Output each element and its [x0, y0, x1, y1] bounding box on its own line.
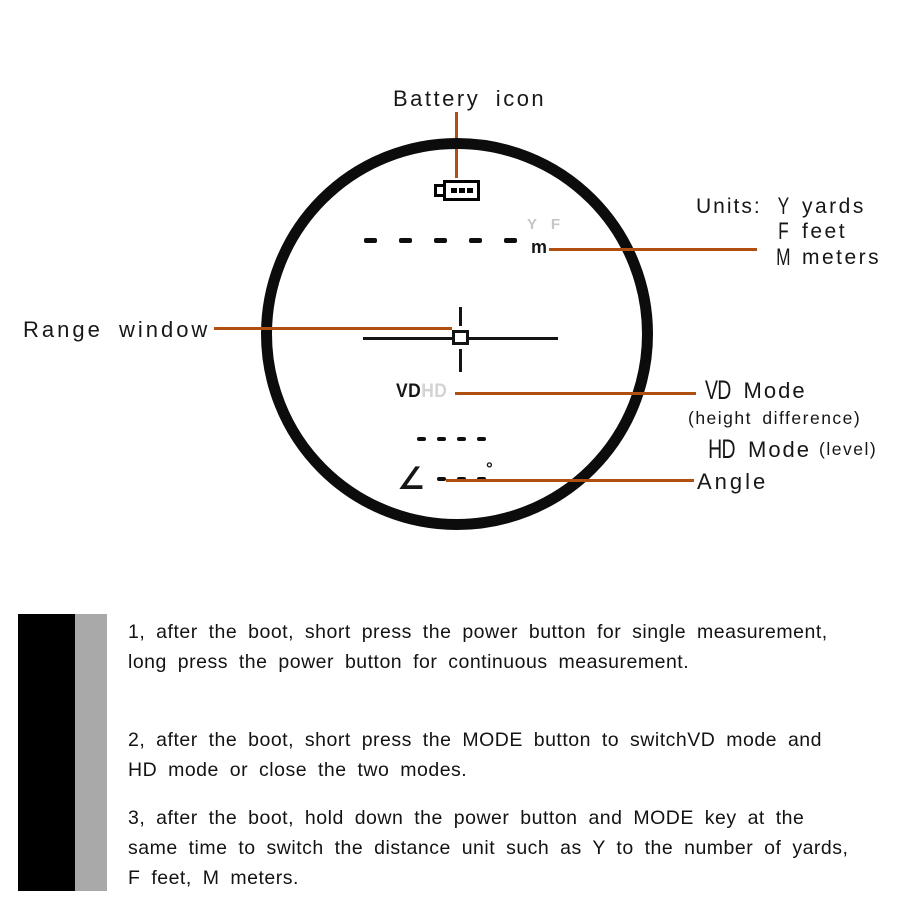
vd-indicator: VD — [396, 381, 422, 402]
range-window-label: Range window — [23, 317, 211, 342]
battery-cell — [459, 188, 465, 193]
vd-mode-label — [700, 375, 807, 406]
hd-mode-abbr: HD — [708, 434, 735, 464]
unit-name: feet — [802, 220, 848, 244]
instruction-2 — [128, 725, 900, 785]
unit-row — [768, 245, 881, 271]
mode-indicator — [396, 381, 447, 403]
unit-abbr: M — [776, 243, 790, 271]
dash — [437, 477, 446, 481]
dash — [457, 437, 466, 441]
instruction-3 — [128, 803, 900, 893]
dash — [477, 437, 486, 441]
unit-abbr: Y — [777, 192, 789, 220]
instruction-line: F feet, M meters. — [128, 867, 299, 889]
instruction-line: 1, after the boot, short press the power button for single measurement, — [128, 621, 828, 643]
instruction-line: long press the power button for continuous measurement. — [128, 651, 690, 673]
instruction-line: 3, after the boot, hold down the power button and MODE key at the — [128, 807, 805, 829]
unit-name: yards — [802, 194, 866, 218]
crosshair-tick-bottom — [459, 349, 462, 372]
dash — [469, 238, 482, 243]
dash — [364, 238, 377, 243]
vd-mode-note: (height difference) — [688, 408, 862, 428]
dash — [437, 437, 446, 441]
dash — [399, 238, 412, 243]
units-title: Units: — [696, 195, 762, 218]
battery-body — [443, 180, 480, 201]
unit-yf-display: Y F — [527, 216, 566, 233]
distance-digit-dashes — [364, 238, 517, 243]
unit-row — [768, 194, 881, 220]
battery-terminal — [434, 184, 443, 197]
units-legend — [768, 194, 881, 271]
black-bar — [18, 614, 75, 891]
vd-mode-abbr: VD — [704, 375, 731, 405]
angle-icon: ∠ — [397, 461, 425, 497]
battery-cell — [451, 188, 457, 193]
dash — [417, 437, 426, 441]
angle-label: Angle — [697, 469, 769, 494]
hd-indicator: HD — [421, 381, 448, 402]
hd-mode-label — [703, 434, 877, 465]
instruction-1 — [128, 617, 900, 677]
gray-bar — [75, 614, 107, 891]
unit-m-display: m — [531, 237, 548, 257]
unit-row — [768, 220, 881, 246]
range-window-callout-line — [214, 327, 452, 330]
hd-mode-word: Mode — [748, 436, 812, 462]
dash — [504, 238, 517, 243]
degree-icon: ° — [486, 459, 493, 478]
vd-value-dashes — [417, 437, 486, 441]
range-window-square — [452, 330, 469, 345]
units-callout-line — [549, 248, 757, 251]
unit-abbr: F — [778, 218, 788, 246]
vd-mode-callout-line — [455, 392, 696, 395]
dash — [434, 238, 447, 243]
battery-icon — [434, 180, 480, 201]
unit-name: meters — [802, 245, 882, 269]
hd-mode-note: (level) — [819, 439, 878, 459]
crosshair-tick-top — [459, 307, 462, 326]
instruction-line: same time to switch the distance unit such as Y to the number of yards, — [128, 837, 849, 859]
instruction-line: 2, after the boot, short press the MODE button to switchVD mode and — [128, 729, 822, 751]
instruction-line: HD mode or close the two modes. — [128, 759, 468, 781]
vd-mode-word: Mode — [743, 377, 807, 403]
angle-callout-line — [446, 479, 694, 482]
battery-cell — [467, 188, 473, 193]
battery-icon-label: Battery icon — [393, 86, 547, 111]
